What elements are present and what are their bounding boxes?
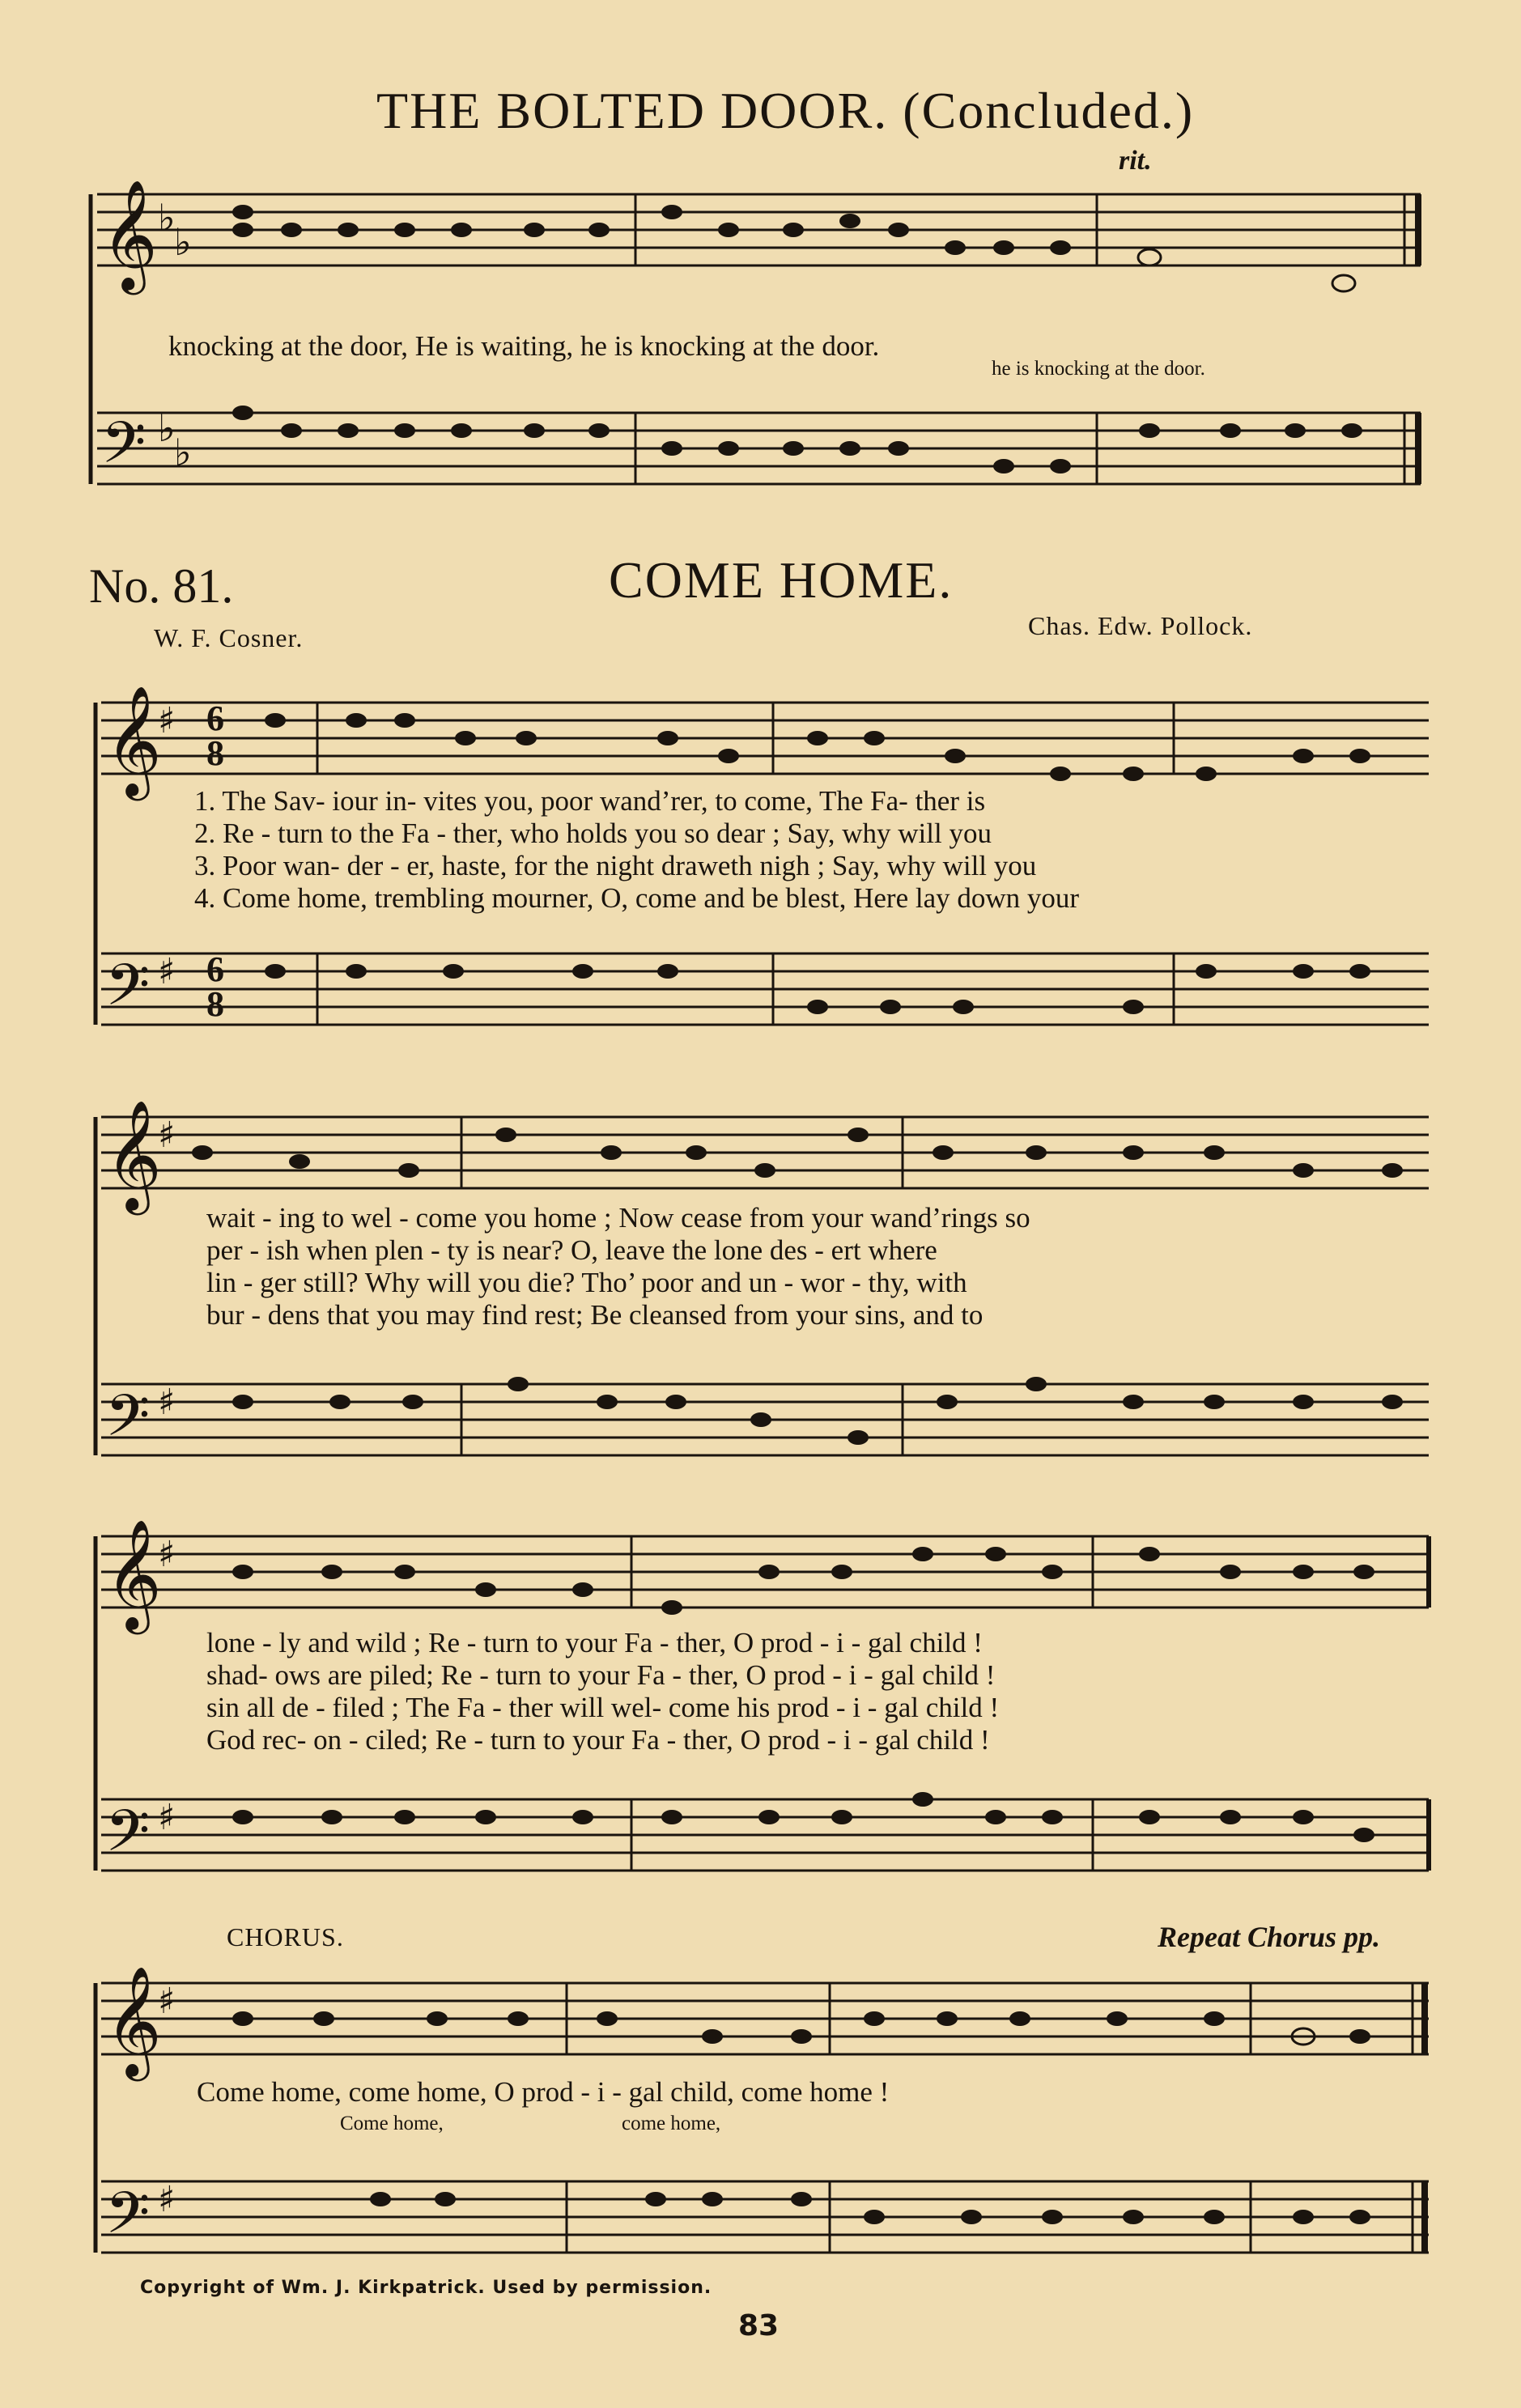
verse-line-2-3: lin - ger still? Why will you die? Tho’ poor and un - wor - thy, with bbox=[206, 1267, 967, 1298]
svg-text:𝄢: 𝄢 bbox=[105, 1382, 151, 1463]
svg-text:♯: ♯ bbox=[158, 1981, 176, 2022]
time-signature-top: 6 bbox=[206, 699, 224, 738]
chorus-label: CHORUS. bbox=[227, 1922, 344, 1951]
chorus-lyric: Come home, come home, O prod - i - gal child, come home ! bbox=[197, 2076, 890, 2108]
svg-text:♯: ♯ bbox=[158, 1382, 176, 1423]
svg-text:♯: ♯ bbox=[158, 700, 176, 741]
svg-text:𝄞: 𝄞 bbox=[105, 1518, 162, 1629]
chorus-direction: Repeat Chorus pp. bbox=[1158, 1921, 1381, 1953]
svg-text:𝄢: 𝄢 bbox=[105, 952, 151, 1033]
svg-text:♯: ♯ bbox=[158, 2179, 176, 2220]
top-song-echo: he is knocking at the door. bbox=[992, 358, 1205, 380]
svg-text:𝄢: 𝄢 bbox=[101, 410, 147, 491]
verse-line-1-4: 4. Come home, trembling mourner, O, come and be blest, Here lay down your bbox=[194, 882, 1080, 914]
svg-text:𝄢: 𝄢 bbox=[105, 1798, 151, 1879]
svg-text:♯: ♯ bbox=[158, 1534, 176, 1575]
svg-text:♭: ♭ bbox=[174, 431, 192, 474]
svg-text:𝄞: 𝄞 bbox=[105, 684, 162, 796]
song-number: No. 81. bbox=[89, 559, 234, 613]
verse-line-1-2: 2. Re - turn to the Fa - ther, who holds you so dear ; Say, why will you bbox=[194, 818, 992, 849]
verse-line-1-3: 3. Poor wan- der - er, haste, for the night draweth nigh ; Say, why will you bbox=[194, 850, 1037, 881]
bass-time-signature-bottom: 8 bbox=[206, 984, 224, 1024]
verse-line-2-1: wait - ing to wel - come you home ; Now cease from your wand’rings so bbox=[206, 1202, 1030, 1234]
time-signature-bottom: 8 bbox=[206, 733, 224, 773]
svg-text:𝄞: 𝄞 bbox=[101, 178, 158, 290]
lyricist: W. F. Cosner. bbox=[154, 623, 304, 652]
svg-text:♯: ♯ bbox=[158, 951, 176, 992]
top-song-lyric: knocking at the door, He is waiting, he is knocking at the door. bbox=[168, 330, 880, 362]
svg-text:♯: ♯ bbox=[158, 1797, 176, 1838]
svg-text:♯: ♯ bbox=[158, 1115, 176, 1156]
verse-line-2-2: per - ish when plen - ty is near? O, leave the lone des - ert where bbox=[206, 1234, 937, 1266]
page-number: 83 bbox=[738, 2309, 780, 2342]
chorus-echo-2: come home, bbox=[622, 2113, 721, 2134]
top-song-title: THE BOLTED DOOR. (Concluded.) bbox=[376, 82, 1195, 139]
svg-text:♭: ♭ bbox=[158, 196, 176, 240]
chorus-echo-1: Come home, bbox=[340, 2113, 444, 2134]
svg-text:𝄞: 𝄞 bbox=[105, 1964, 162, 2076]
svg-text:♭: ♭ bbox=[158, 406, 176, 450]
composer: Chas. Edw. Pollock. bbox=[1028, 611, 1253, 640]
tempo-mark: rit. bbox=[1119, 146, 1152, 176]
verse-line-3-1: lone - ly and wild ; Re - turn to your Fa - ther, O prod - i - gal child ! bbox=[206, 1627, 983, 1658]
svg-text:𝄢: 𝄢 bbox=[105, 2180, 151, 2261]
verse-line-3-4: God rec- on - ciled; Re - turn to your Fa - ther, O prod - i - gal child ! bbox=[206, 1724, 990, 1756]
verse-line-3-3: sin all de - filed ; The Fa - ther will wel- come his prod - i - gal child ! bbox=[206, 1692, 1000, 1723]
verse-line-1-1: 1. The Sav- iour in- vites you, poor wand’rer, to come, The Fa- ther is bbox=[194, 785, 986, 817]
verse-line-3-2: shad- ows are piled; Re - turn to your Fa - ther, O prod - i - gal child ! bbox=[206, 1659, 996, 1691]
svg-text:𝄞: 𝄞 bbox=[105, 1098, 162, 1210]
svg-text:♭: ♭ bbox=[174, 220, 192, 264]
bass-time-signature-top: 6 bbox=[206, 949, 224, 989]
song-title: COME HOME. bbox=[609, 551, 954, 609]
verse-line-2-4: bur - dens that you may find rest; Be cleansed from your sins, and to bbox=[206, 1299, 984, 1331]
copyright-notice: Copyright of Wm. J. Kirkpatrick. Used by permission. bbox=[140, 2278, 712, 2298]
